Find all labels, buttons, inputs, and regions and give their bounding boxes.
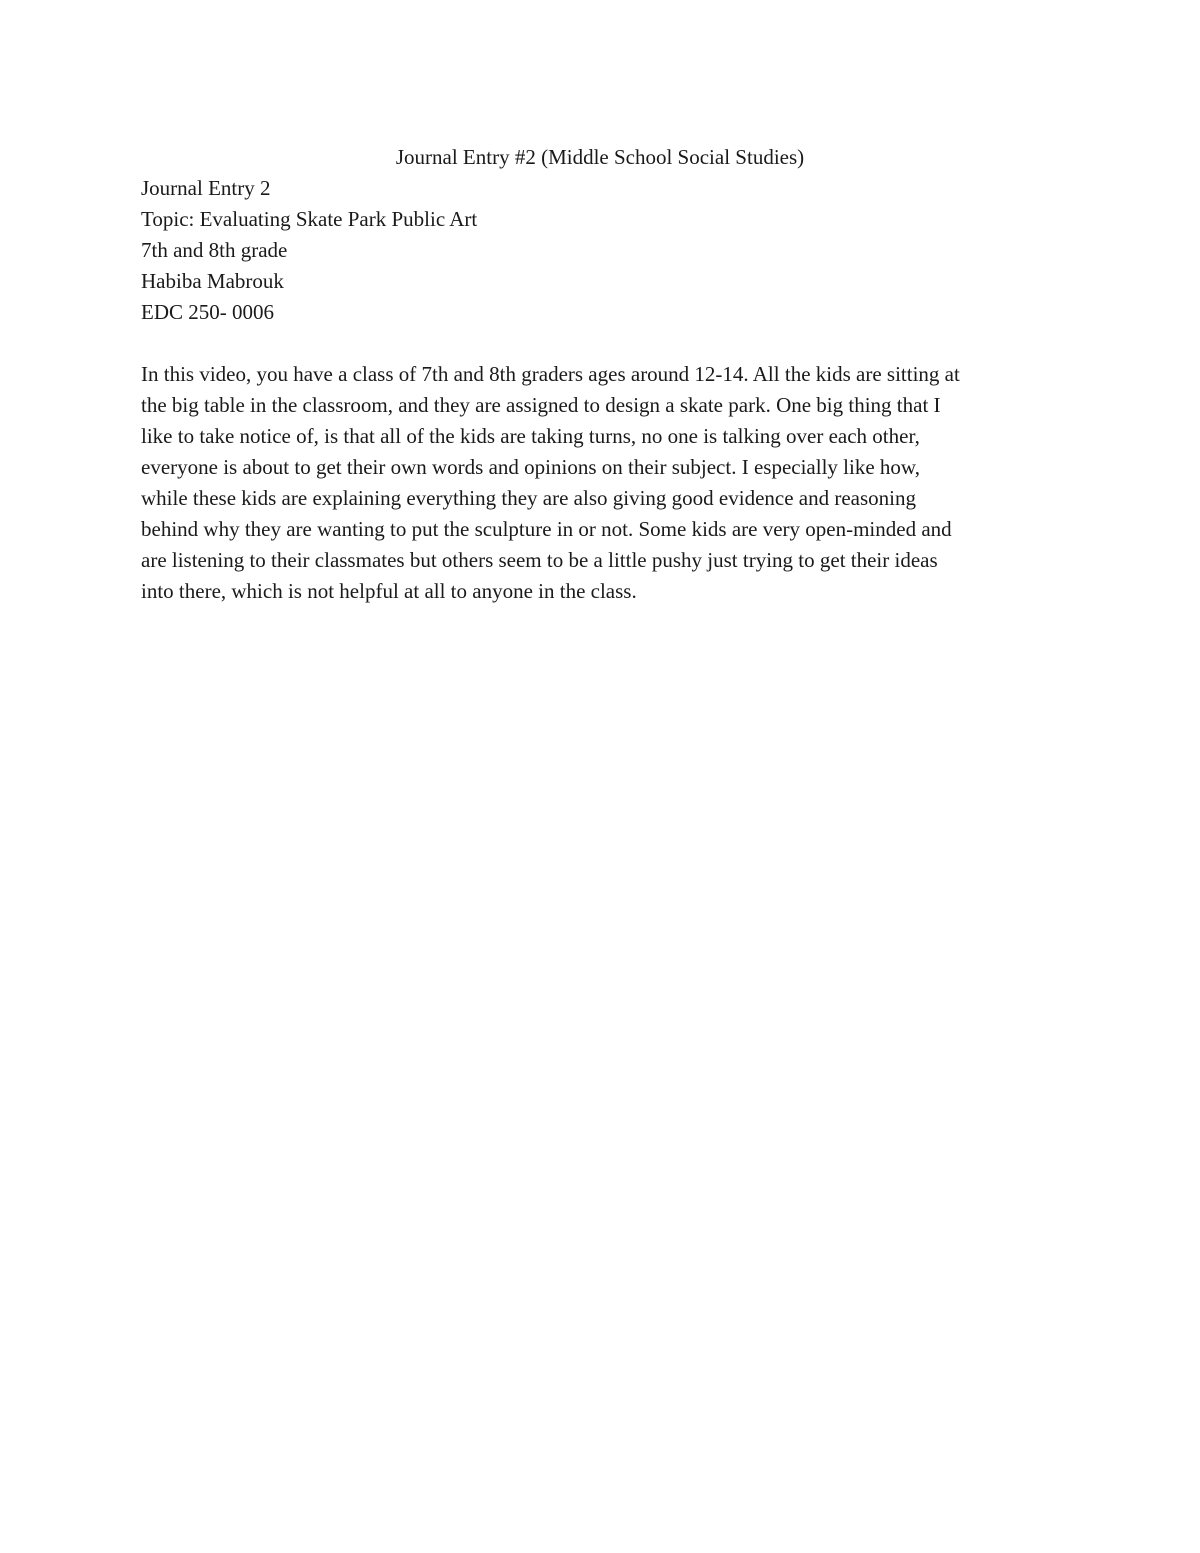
header-course: EDC 250- 0006 [141,300,274,324]
header-author: Habiba Mabrouk [141,269,284,293]
body-line: are listening to their classmates but others seem to be a little pushy just trying to get their ideas [141,548,938,572]
header-topic: Topic: Evaluating Skate Park Public Art [141,207,478,231]
document-body-paragraph [141,359,1061,607]
body-line: everyone is about to get their own words and opinions on their subject. I especially like how, [141,455,920,479]
body-line: into there, which is not helpful at all to anyone in the class. [141,579,637,603]
header-entry-label: Journal Entry 2 [141,176,271,200]
body-line: behind why they are wanting to put the sculpture in or not. Some kids are very open-minded and [141,517,952,541]
body-line: In this video, you have a class of 7th and 8th graders ages around 12-14. All the kids are sitting at [141,362,960,386]
document-title: Journal Entry #2 (Middle School Social Studies) [395,145,805,169]
body-line: like to take notice of, is that all of the kids are taking turns, no one is talking over each other, [141,424,920,448]
header-grade: 7th and 8th grade [141,238,288,262]
document-header-block [141,173,1061,328]
body-line: while these kids are explaining everything they are also giving good evidence and reasoning [141,486,917,510]
body-line: the big table in the classroom, and they are assigned to design a skate park. One big thing that I [141,393,941,417]
